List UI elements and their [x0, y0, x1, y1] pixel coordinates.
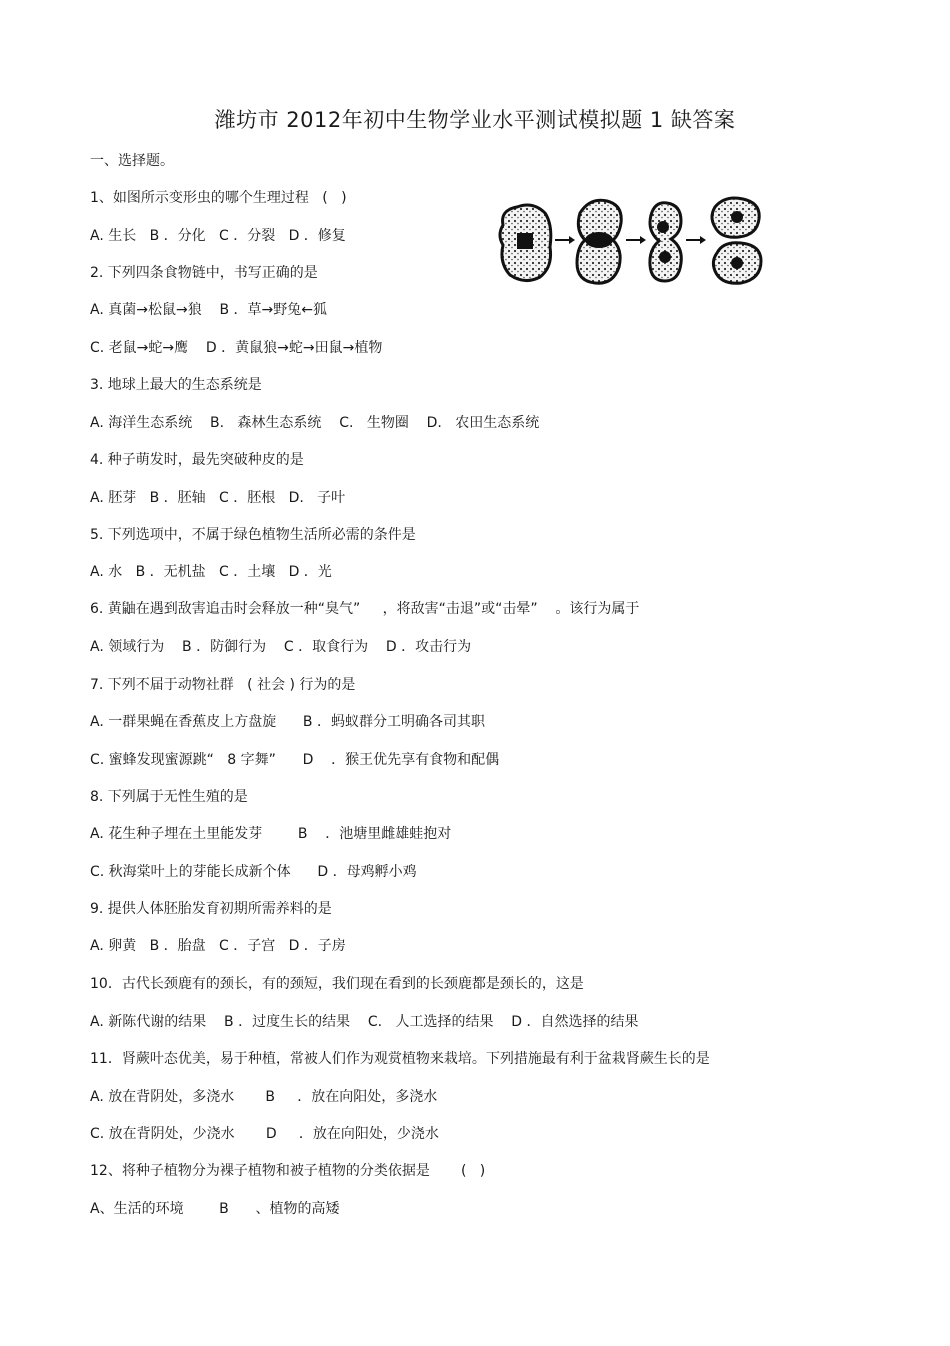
question-7-options-ab: A. 一群果蝇在香蕉皮上方盘旋 B ．蚂蚁群分工明确各司其职: [90, 714, 485, 730]
question-2-options-ab: A. 真菌→松鼠→狼 B ．草→野兔←狐: [90, 302, 328, 318]
question-11: 11．肾蕨叶态优美，易于种植，常被人们作为观赏植物来栽培。下列措施最有利于盆栽肾蕨生长的是: [90, 1051, 710, 1067]
question-2-options-cd: C. 老鼠→蛇→鹰 D ．黄鼠狼→蛇→田鼠→植物: [90, 340, 383, 356]
question-8-options-cd: C. 秋海棠叶上的芽能长成新个体 D ．母鸡孵小鸡: [90, 864, 417, 880]
question-8-options-ab: A. 花生种子埋在土里能发芽 B ．池塘里雌雄蛙抱对: [90, 826, 452, 842]
page-title: 潍坊市 2012年初中生物学业水平测试模拟题 1 缺答案: [214, 108, 736, 132]
question-5-options: A. 水 B ．无机盐 C ．土壤 D ．光: [90, 564, 332, 580]
question-7: 7. 下列不届于动物社群 ( 社会 ) 行为的是: [90, 677, 356, 693]
amoeba-stage-2: [577, 200, 621, 283]
arrow-icon: [626, 236, 646, 244]
question-1: 1、如图所示变形虫的哪个生理过程 ( ): [90, 190, 347, 206]
question-3-options: A. 海洋生态系统 B. 森林生态系统 C. 生物圈 D. 农田生态系统: [90, 415, 540, 431]
amoeba-stage-4: [712, 198, 761, 283]
question-8: 8. 下列属于无性生殖的是: [90, 789, 248, 805]
question-12-options: A、生活的环境 B 、植物的高矮: [90, 1201, 340, 1217]
question-9: 9. 提供人体胚胎发育初期所需养料的是: [90, 901, 332, 917]
question-10: 10．古代长颈鹿有的颈长，有的颈短，我们现在看到的长颈鹿都是颈长的，这是: [90, 976, 584, 992]
amoeba-stage-1: [500, 205, 551, 281]
arrow-icon: [555, 236, 575, 244]
question-7-options-cd: C. 蜜蜂发现蜜源跳“ 8 字舞” D ．猴王优先享有食物和配偶: [90, 752, 500, 768]
amoeba-division-figure: [495, 195, 770, 290]
question-9-options: A. 卵黄 B ．胎盘 C ．子宫 D ．子房: [90, 938, 346, 954]
question-6-options: A. 领域行为 B ．防御行为 C ．取食行为 D ．攻击行为: [90, 639, 472, 655]
question-5: 5. 下列选项中，不属于绿色植物生活所必需的条件是: [90, 527, 416, 543]
question-11-options-cd: C. 放在背阴处，少浇水 D ．放在向阳处，少浇水: [90, 1126, 439, 1142]
question-1-options: A. 生长 B ．分化 C ．分裂 D ．修复: [90, 228, 346, 244]
question-6: 6. 黄鼬在遇到敌害追击时会释放一种“臭气” ，将敌害“击退”或“击晕” 。该行为属于: [90, 601, 640, 617]
question-3: 3. 地球上最大的生态系统是: [90, 377, 262, 393]
question-11-options-ab: A. 放在背阴处，多浇水 B ．放在向阳处，多浇水: [90, 1089, 438, 1105]
question-12: 12、将种子植物分为裸子植物和被子植物的分类依据是 ( ): [90, 1163, 486, 1179]
question-4-options: A. 胚芽 B ．胚轴 C ．胚根 D. 子叶: [90, 490, 346, 506]
question-4: 4. 种子萌发时，最先突破种皮的是: [90, 452, 304, 468]
section-heading: 一、选择题。: [90, 153, 174, 169]
question-2: 2. 下列四条食物链中，书写正确的是: [90, 265, 318, 281]
amoeba-stage-3: [650, 203, 681, 281]
question-10-options: A. 新陈代谢的结果 B ．过度生长的结果 C. 人工选择的结果 D ．自然选择的结果: [90, 1014, 639, 1030]
arrow-icon: [686, 236, 706, 244]
